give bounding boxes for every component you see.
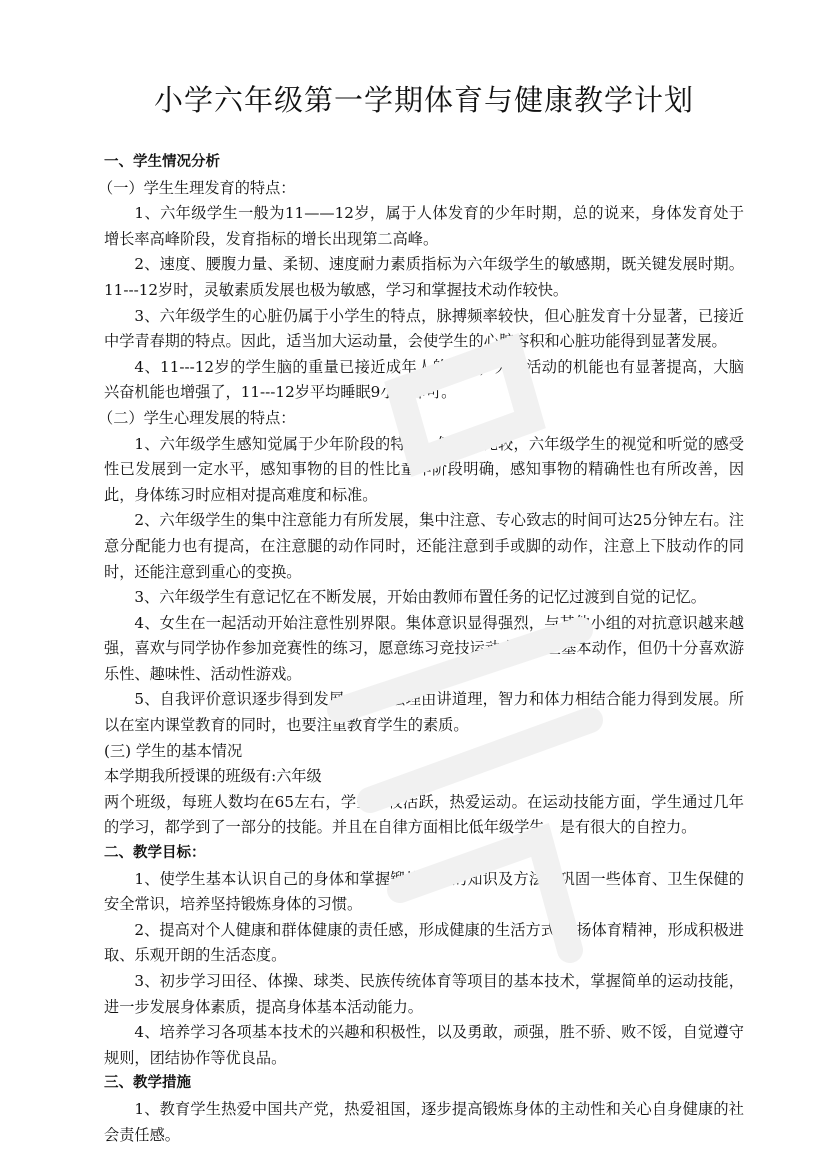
- section-heading: 三、教学措施: [104, 1075, 191, 1092]
- paragraph: 本学期我所授课的班级有:六年级: [104, 767, 322, 786]
- paragraph: 4、女生在一起活动开始注意性别界限。集体意识显得强烈，与其他小组的对抗意识越来越强，喜欢与同学协作参加竞赛性的练习，愿意练习竞技运动中的一些基本动作，但仍十分喜欢游乐性、趣味性、活动性游戏。: [104, 613, 744, 683]
- paragraph: 1、使学生基本认识自己的身体和掌握锻炼身体的知识及方法，巩固一些体育、卫生保健的安全常识，培养坚持锻炼身体的习惯。: [104, 869, 744, 914]
- paragraph: 1、六年级学生感知觉属于少年阶段的特点，但相对比较，六年级学生的视觉和听觉的感受性已发展到一定水平，感知事物的目的性比童年阶段明确，感知事物的精确性也有所改善，因此，身体练习时应相对提高难度和标准。: [104, 434, 744, 504]
- paragraph: 2、速度、腰腹力量、柔韧、速度耐力素质指标为六年级学生的敏感期，既关键发展时期。11---12岁时，灵敏素质发展也极为敏感，学习和掌握技术动作较快。: [104, 255, 744, 299]
- paragraph: 3、六年级学生的心脏仍属于小学生的特点，脉搏频率较快，但心脏发育十分显著，已接近中学青春期的特点。因此，适当加大运动量，会使学生的心脏容积和心脏功能得到显著发展。: [104, 306, 744, 351]
- subsection-heading: （一）学生生理发育的特点：: [98, 178, 296, 197]
- section-heading: 一、学生情况分析: [104, 154, 220, 170]
- paragraph: 2、提高对个人健康和群体健康的责任感，形成健康的生活方式,发扬体育精神，形成积极进取、乐观开朗的生活态度。: [104, 920, 744, 965]
- paragraph: 2、六年级学生的集中注意能力有所发展，集中注意、专心致志的时间可达25分钟左右。注意分配能力也有提高，在注意腿的动作同时，还能注意到手或脚的动作，注意上下肢动作的同时，还能注意到重心的变换。: [104, 511, 744, 581]
- paragraph: 1、教育学生热爱中国共产党，热爱祖国，逐步提高锻炼身体的主动性和关心自身健康的社会责任感。: [104, 1099, 744, 1144]
- paragraph: 两个班级，每班人数均在65左右，学生比较活跃，热爱运动。在运动技能方面，学生通过几年的学习，都学到了一部分的技能。并且在自律方面相比低年级学生，是有很大的自控力。: [104, 792, 744, 837]
- paragraph: 3、初步学习田径、体操、球类、民族传统体育等项目的基本技术，掌握简单的运动技能，进一步发展身体素质，提高身体基本活动能力。: [104, 972, 744, 1016]
- subsection-heading: (三) 学生的基本情况: [104, 741, 243, 760]
- paragraph: 1、六年级学生一般为11——12岁，属于人体发育的少年时期，总的说来，身体发育处于增长率高峰阶段，发育指标的增长出现第二高峰。: [104, 204, 744, 248]
- paragraph: 3、六年级学生有意记忆在不断发展，开始由教师布置任务的记忆过渡到自觉的记忆。: [134, 588, 706, 607]
- section-heading: 二、教学目标：: [104, 845, 206, 862]
- paragraph: 4、11---12岁的学生脑的重量已接近成年人的水平，大脑活动的机能也有显著提高，大脑兴奋机能也增强了，11---12岁平均睡眠9小时即可。: [104, 357, 744, 402]
- page-title: 小学六年级第一学期体育与健康教学计划: [153, 83, 694, 117]
- subsection-heading: （二）学生心理发展的特点：: [98, 408, 296, 427]
- paragraph: 4、培养学习各项基本技术的兴趣和积极性，以及勇敢，顽强，胜不骄、败不馁，自觉遵守规则，团结协作等优良品。: [104, 1023, 744, 1067]
- paragraph: 5、自我评价意识逐步得到发展，愿意摆理由讲道理，智力和体力相结合能力得到发展。所以在室内课堂教育的同时，也要注重教育学生的素质。: [104, 690, 744, 735]
